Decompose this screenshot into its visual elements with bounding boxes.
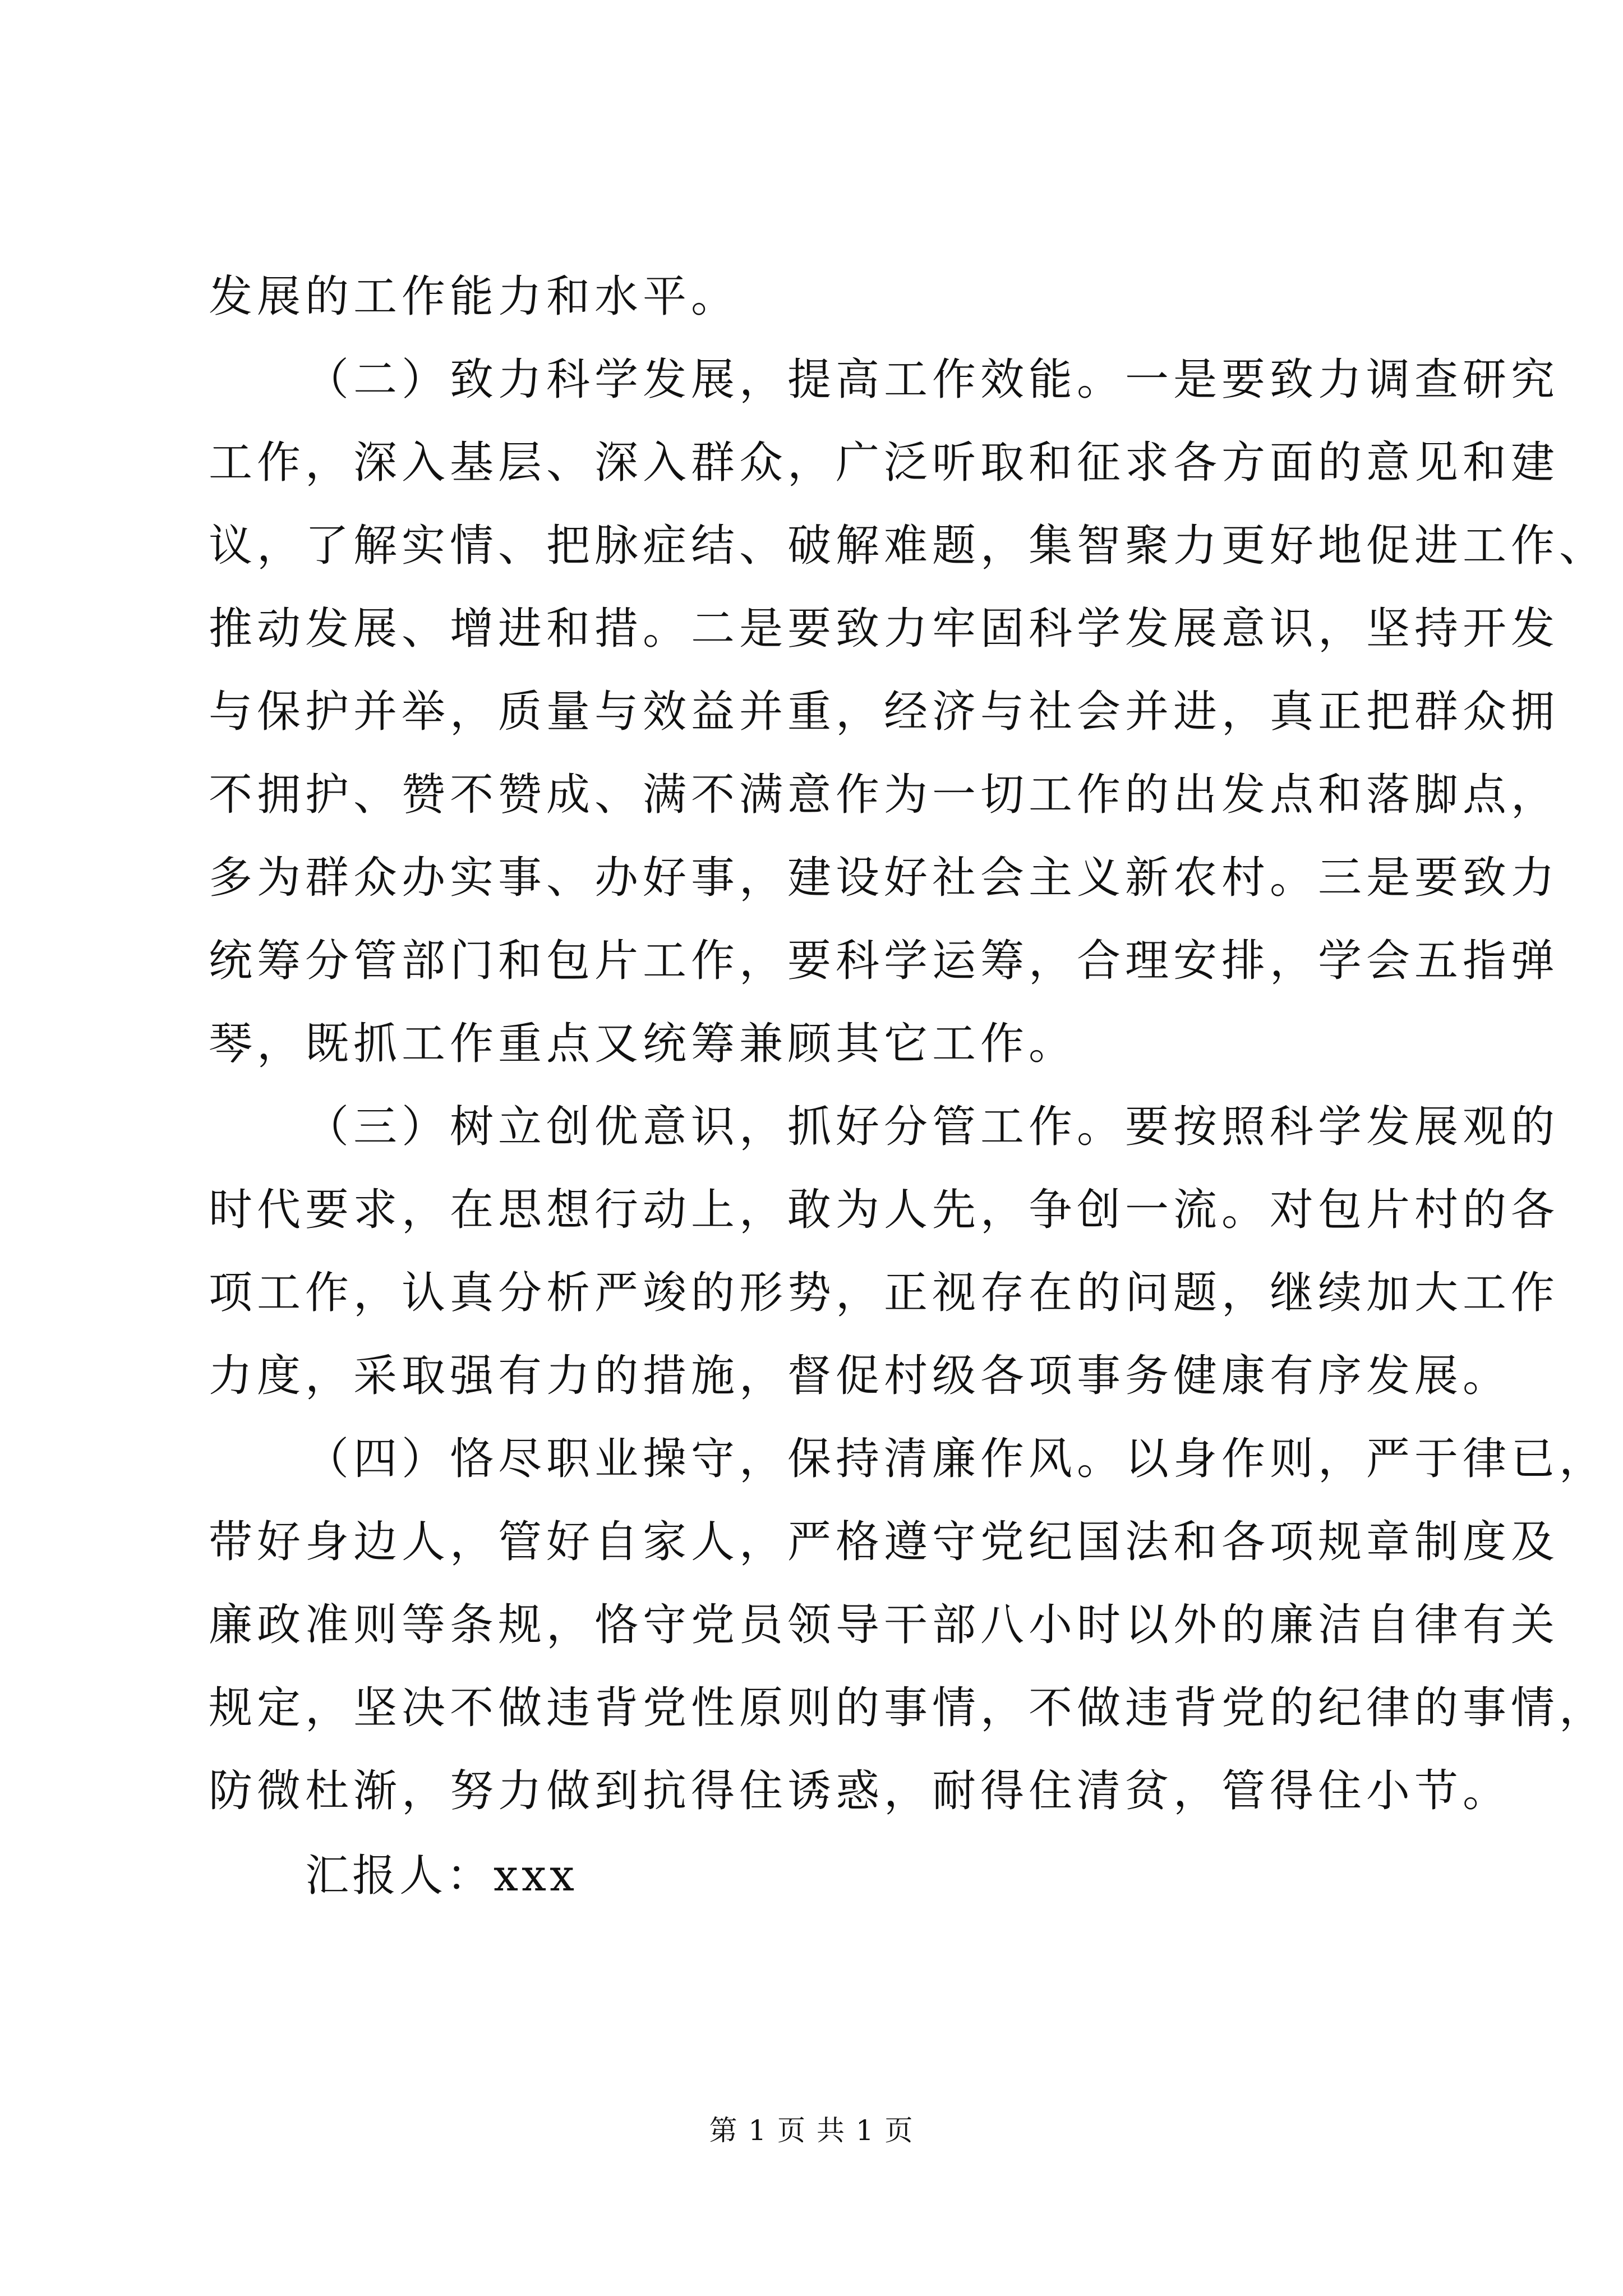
paragraph-line: 工作，深入基层、深入群众，广泛听取和征求各方面的意见和建 (209, 438, 1560, 488)
paragraph-heading-line: （三）树立创优意识，抓好分管工作。要按照科学发展观的 (305, 1102, 1560, 1152)
paragraph-line: 力度，采取强有力的措施，督促村级各项事务健康有序发展。 (209, 1351, 1511, 1401)
paragraph-heading-line: （四）恪尽职业操守，保持清廉作风。以身作则，严于律已， (305, 1434, 1608, 1484)
paragraph-line: 多为群众办实事、办好事，建设好社会主义新农村。三是要致力 (209, 853, 1560, 903)
paragraph-line: 议，了解实情、把脉症结、破解难题，集智聚力更好地促进工作、 (209, 521, 1608, 571)
paragraph-line: 带好身边人，管好自家人，严格遵守党纪国法和各项规章制度及 (209, 1517, 1560, 1567)
paragraph-line: 防微杜渐，努力做到抗得住诱惑，耐得住清贫，管得住小节。 (209, 1766, 1511, 1816)
paragraph-line: 时代要求，在思想行动上，敢为人先，争创一流。对包片村的各 (209, 1185, 1560, 1235)
signature-line: 汇报人：xxx (305, 1851, 578, 1901)
page-footer: 第 1 页 共 1 页 (709, 2114, 914, 2147)
paragraph-line: 廉政准则等条规，恪守党员领导干部八小时以外的廉洁自律有关 (209, 1600, 1560, 1650)
paragraph-line: 与保护并举，质量与效益并重，经济与社会并进，真正把群众拥 (209, 687, 1560, 737)
paragraph-line: 推动发展、增进和措。二是要致力牢固科学发展意识，坚持开发 (209, 604, 1560, 654)
paragraph-line: 项工作，认真分析严竣的形势，正视存在的问题，继续加大工作 (209, 1268, 1560, 1318)
paragraph-line: 琴，既抓工作重点又统筹兼顾其它工作。 (209, 1019, 1077, 1069)
document-body (209, 255, 1608, 1833)
paragraph-line: 规定，坚决不做违背党性原则的事情，不做违背党的纪律的事情， (209, 1683, 1608, 1733)
paragraph-line: 统筹分管部门和包片工作，要科学运筹，合理安排，学会五指弹 (209, 936, 1560, 986)
paragraph-line: 不拥护、赞不赞成、满不满意作为一切工作的出发点和落脚点， (209, 770, 1560, 820)
paragraph-heading-line: （二）致力科学发展，提高工作效能。一是要致力调查研究 (305, 355, 1560, 405)
paragraph-line: 发展的工作能力和水平。 (209, 272, 740, 322)
